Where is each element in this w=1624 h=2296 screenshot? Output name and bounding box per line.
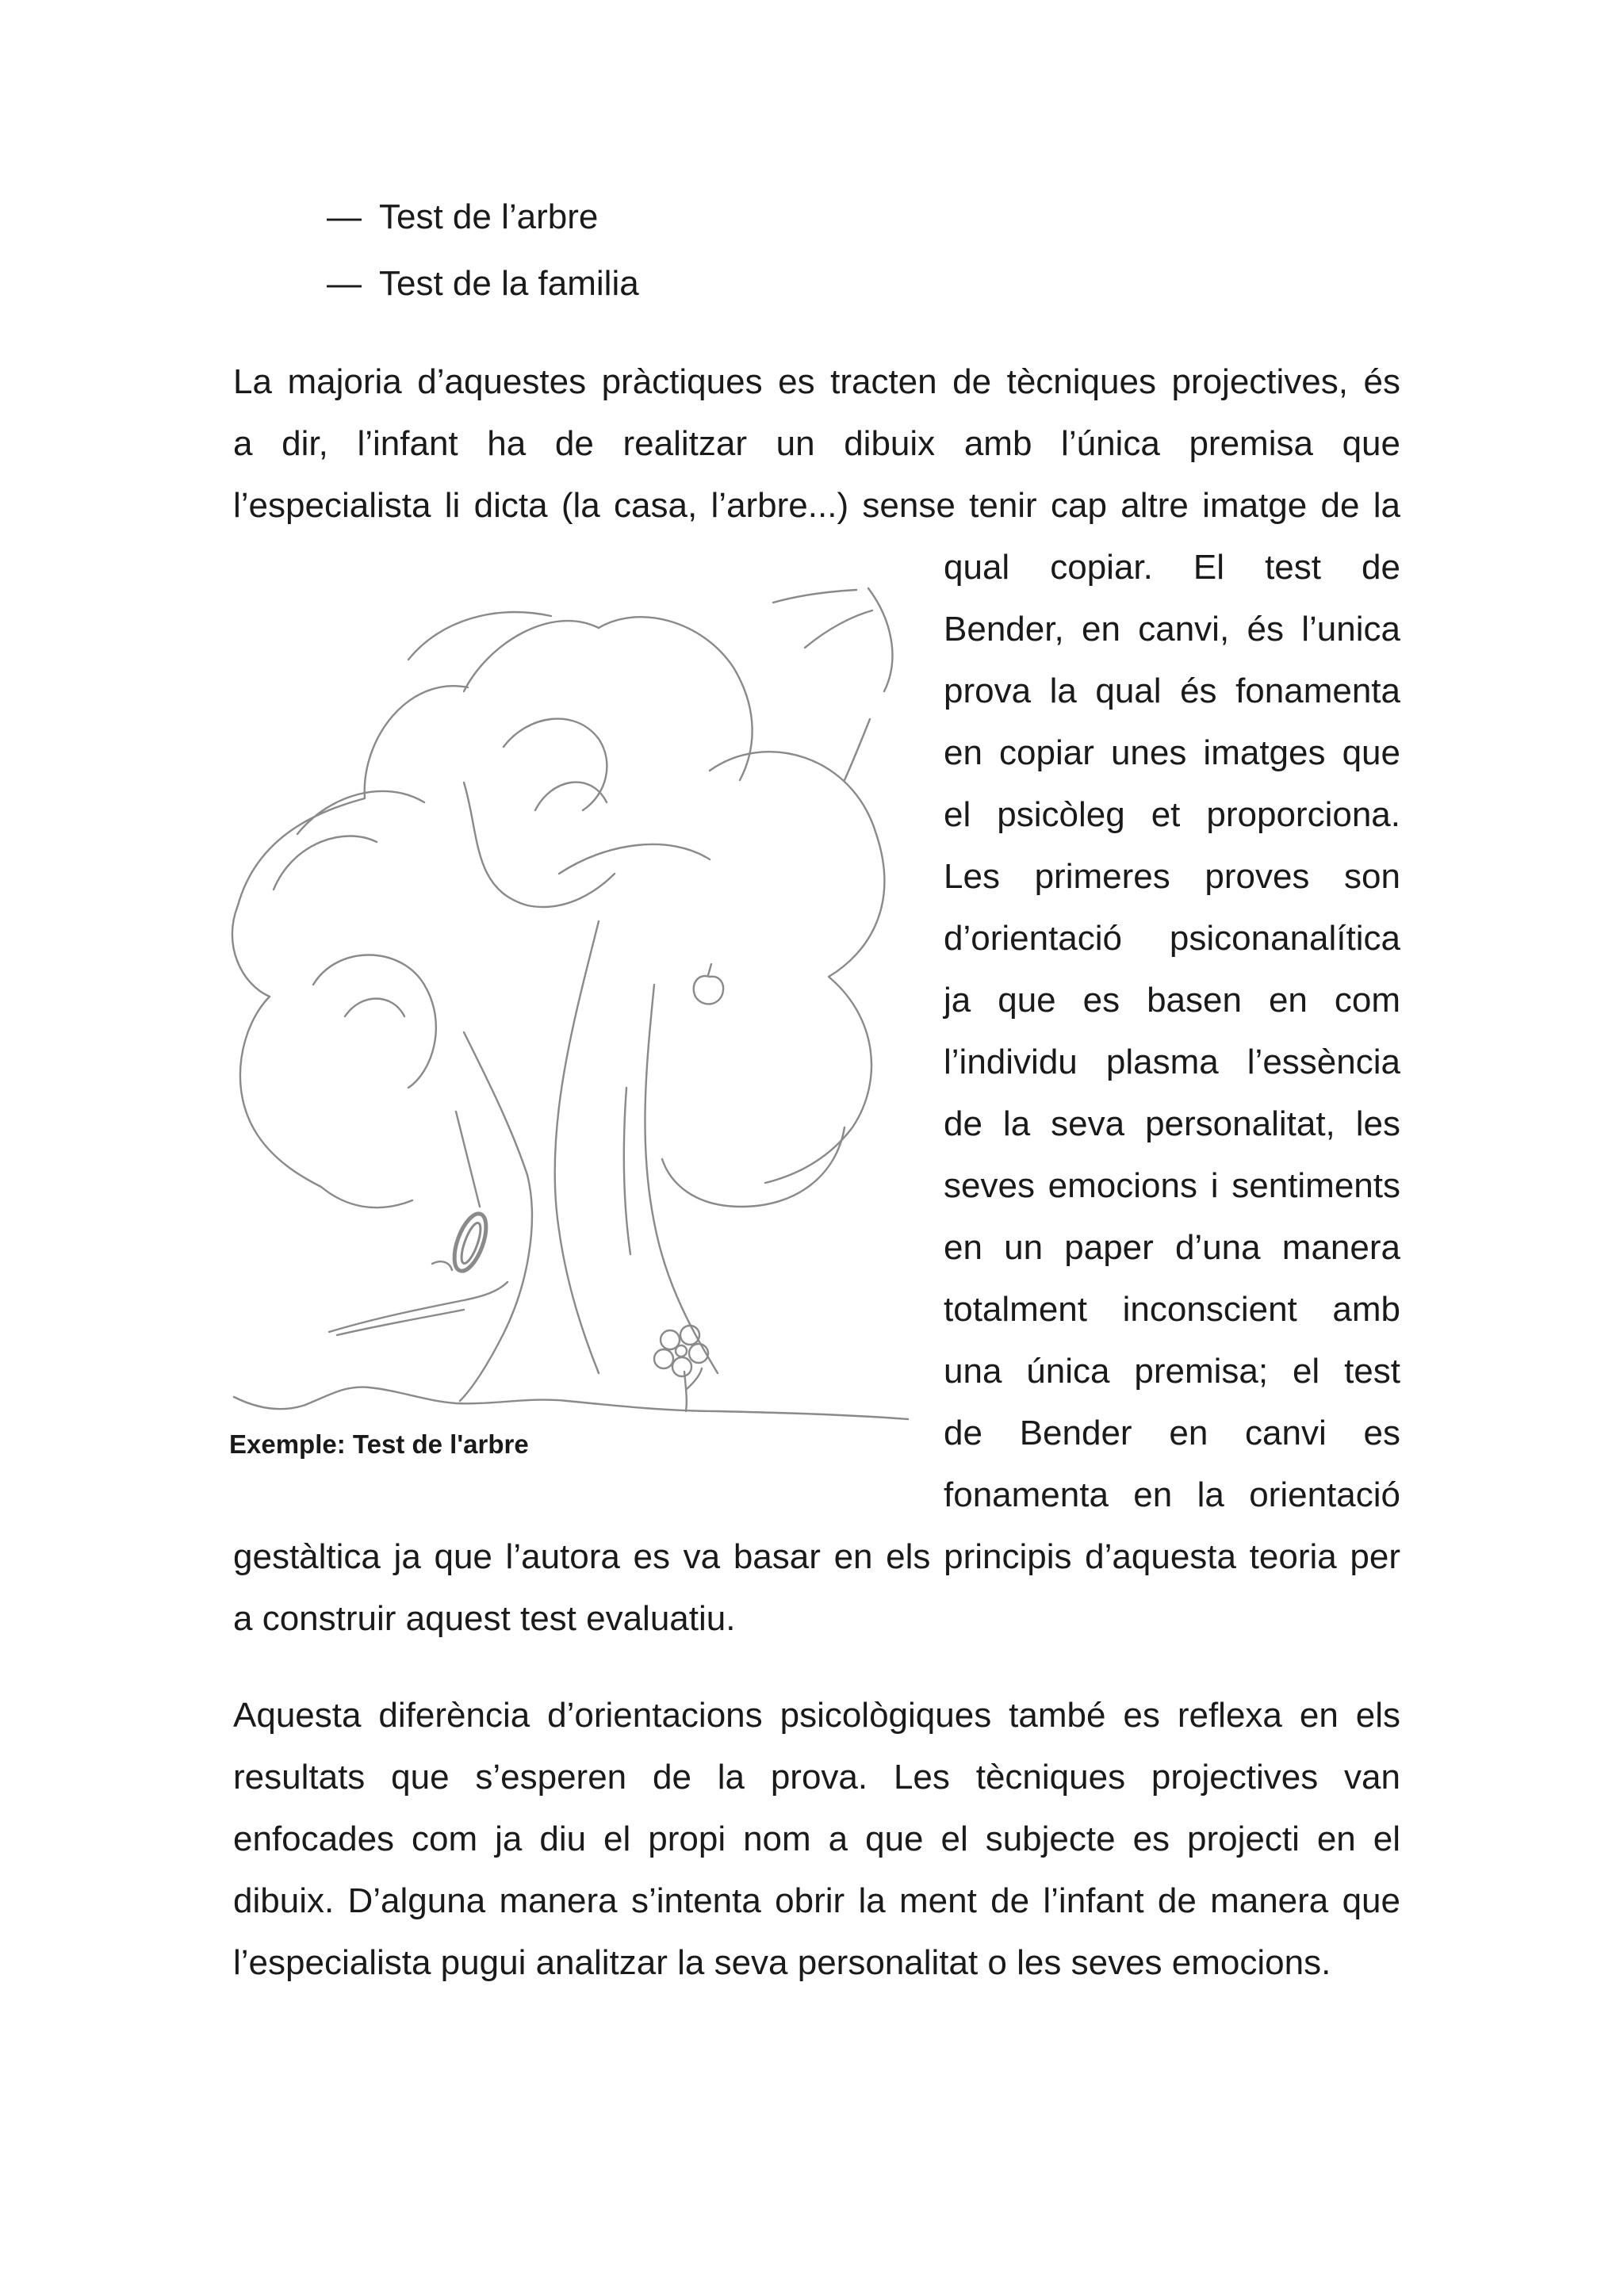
trunk-line	[624, 1088, 630, 1254]
paragraph-line: qual copiar. El test de	[944, 548, 1400, 587]
bullet-item	[327, 260, 639, 308]
paragraph-line: resultats que s’esperen de la prova. Les tècniques projectives van	[233, 1758, 1400, 1797]
paragraph-line: Les primeres proves son	[944, 857, 1400, 896]
paragraph-line: d’orientació psiconanalítica	[944, 919, 1400, 958]
paragraph-line: a construir aquest test evaluatiu.	[233, 1599, 736, 1638]
apple	[694, 976, 723, 1004]
flower-petal	[654, 1349, 673, 1368]
sun-ray	[845, 719, 870, 780]
crown-outline	[662, 1127, 845, 1207]
trunk-line	[555, 921, 599, 1373]
paragraph-line: Bender, en canvi, és l’unica	[944, 610, 1400, 649]
crown-outline	[345, 999, 404, 1017]
bullet-text: Test de l’arbre	[379, 197, 599, 236]
bullet-dash: —	[327, 197, 362, 236]
sun-ray	[805, 610, 872, 648]
paragraph-line: a dir, l’infant ha de realitzar un dibuix amb l’única premisa que	[233, 424, 1400, 463]
crown-outline	[559, 844, 710, 874]
crown-outline	[408, 612, 551, 660]
paragraph-line: una única premisa; el test	[944, 1352, 1400, 1391]
flower-petal	[672, 1357, 691, 1376]
paragraph-line: prova la qual és fonamenta	[944, 672, 1400, 710]
sun-ray	[868, 588, 892, 691]
crown-outline	[232, 686, 468, 997]
trunk-line	[645, 985, 718, 1373]
paragraph-line: ja que es basen en com	[944, 981, 1400, 1020]
crown-outline	[313, 955, 436, 1089]
crown-outline	[464, 783, 615, 907]
paragraph-line: de Bender en canvi es	[944, 1414, 1400, 1452]
crown-outline	[504, 719, 607, 810]
paragraph-line: gestàltica ja que l’autora es va basar en els principis d’aquesta teoria per	[233, 1537, 1400, 1576]
paragraph-line: seves emocions i sentiments	[944, 1166, 1400, 1205]
sun-ray	[773, 590, 856, 603]
paragraph-line: en copiar unes imatges que	[944, 733, 1400, 772]
paragraph-line: l’individu plasma l’essència	[944, 1043, 1400, 1081]
tree-drawing-icon	[226, 572, 916, 1421]
figure-caption: Exemple: Test de l'arbre	[229, 1429, 529, 1459]
branch	[329, 1282, 508, 1332]
paragraph-line: Aquesta diferència d’orientacions psicològiques també es reflexa en els	[233, 1696, 1400, 1735]
flower-center	[676, 1345, 687, 1357]
crown-outline	[240, 997, 412, 1207]
bullet-text: Test de la familia	[379, 264, 639, 303]
paragraph-line: enfocades com ja diu el propi nom a que el subjecte es projecti en el	[233, 1820, 1400, 1858]
branch	[432, 1261, 452, 1270]
crown-outline	[535, 783, 607, 810]
paragraph-line: l’especialista pugui analitzar la seva personalitat o les seves emocions.	[233, 1943, 1331, 1982]
paragraph-line: de la seva personalitat, les	[944, 1104, 1400, 1143]
paragraph-line: La majoria d’aquestes pràctiques es tracten de tècniques projectives, és	[233, 362, 1400, 401]
ground-line	[234, 1387, 908, 1419]
paragraph-line: totalment inconscient amb	[944, 1290, 1400, 1329]
paragraph-line: fonamenta en la orientació	[944, 1475, 1400, 1514]
crown-outline	[274, 836, 377, 890]
flower-stem	[684, 1372, 687, 1411]
bullet-item	[327, 193, 598, 241]
crown-outline	[297, 791, 424, 834]
crown-outline	[464, 617, 753, 780]
paragraph-line: l’especialista li dicta (la casa, l’arbre...) sense tenir cap altre imatge de la	[233, 486, 1400, 525]
bullet-dash: —	[327, 264, 362, 303]
paragraph-line: dibuix. D’alguna manera s’intenta obrir la ment de l’infant de manera que	[233, 1881, 1400, 1920]
apple-stem	[708, 964, 711, 975]
trunk-line	[456, 1112, 480, 1207]
flower-leaf	[687, 1368, 702, 1389]
crown-outline	[710, 752, 884, 1183]
paragraph-line: el psicòleg et proporciona.	[944, 795, 1400, 834]
paragraph-line: en un paper d’una manera	[944, 1228, 1400, 1267]
trunk-hole	[448, 1210, 492, 1275]
